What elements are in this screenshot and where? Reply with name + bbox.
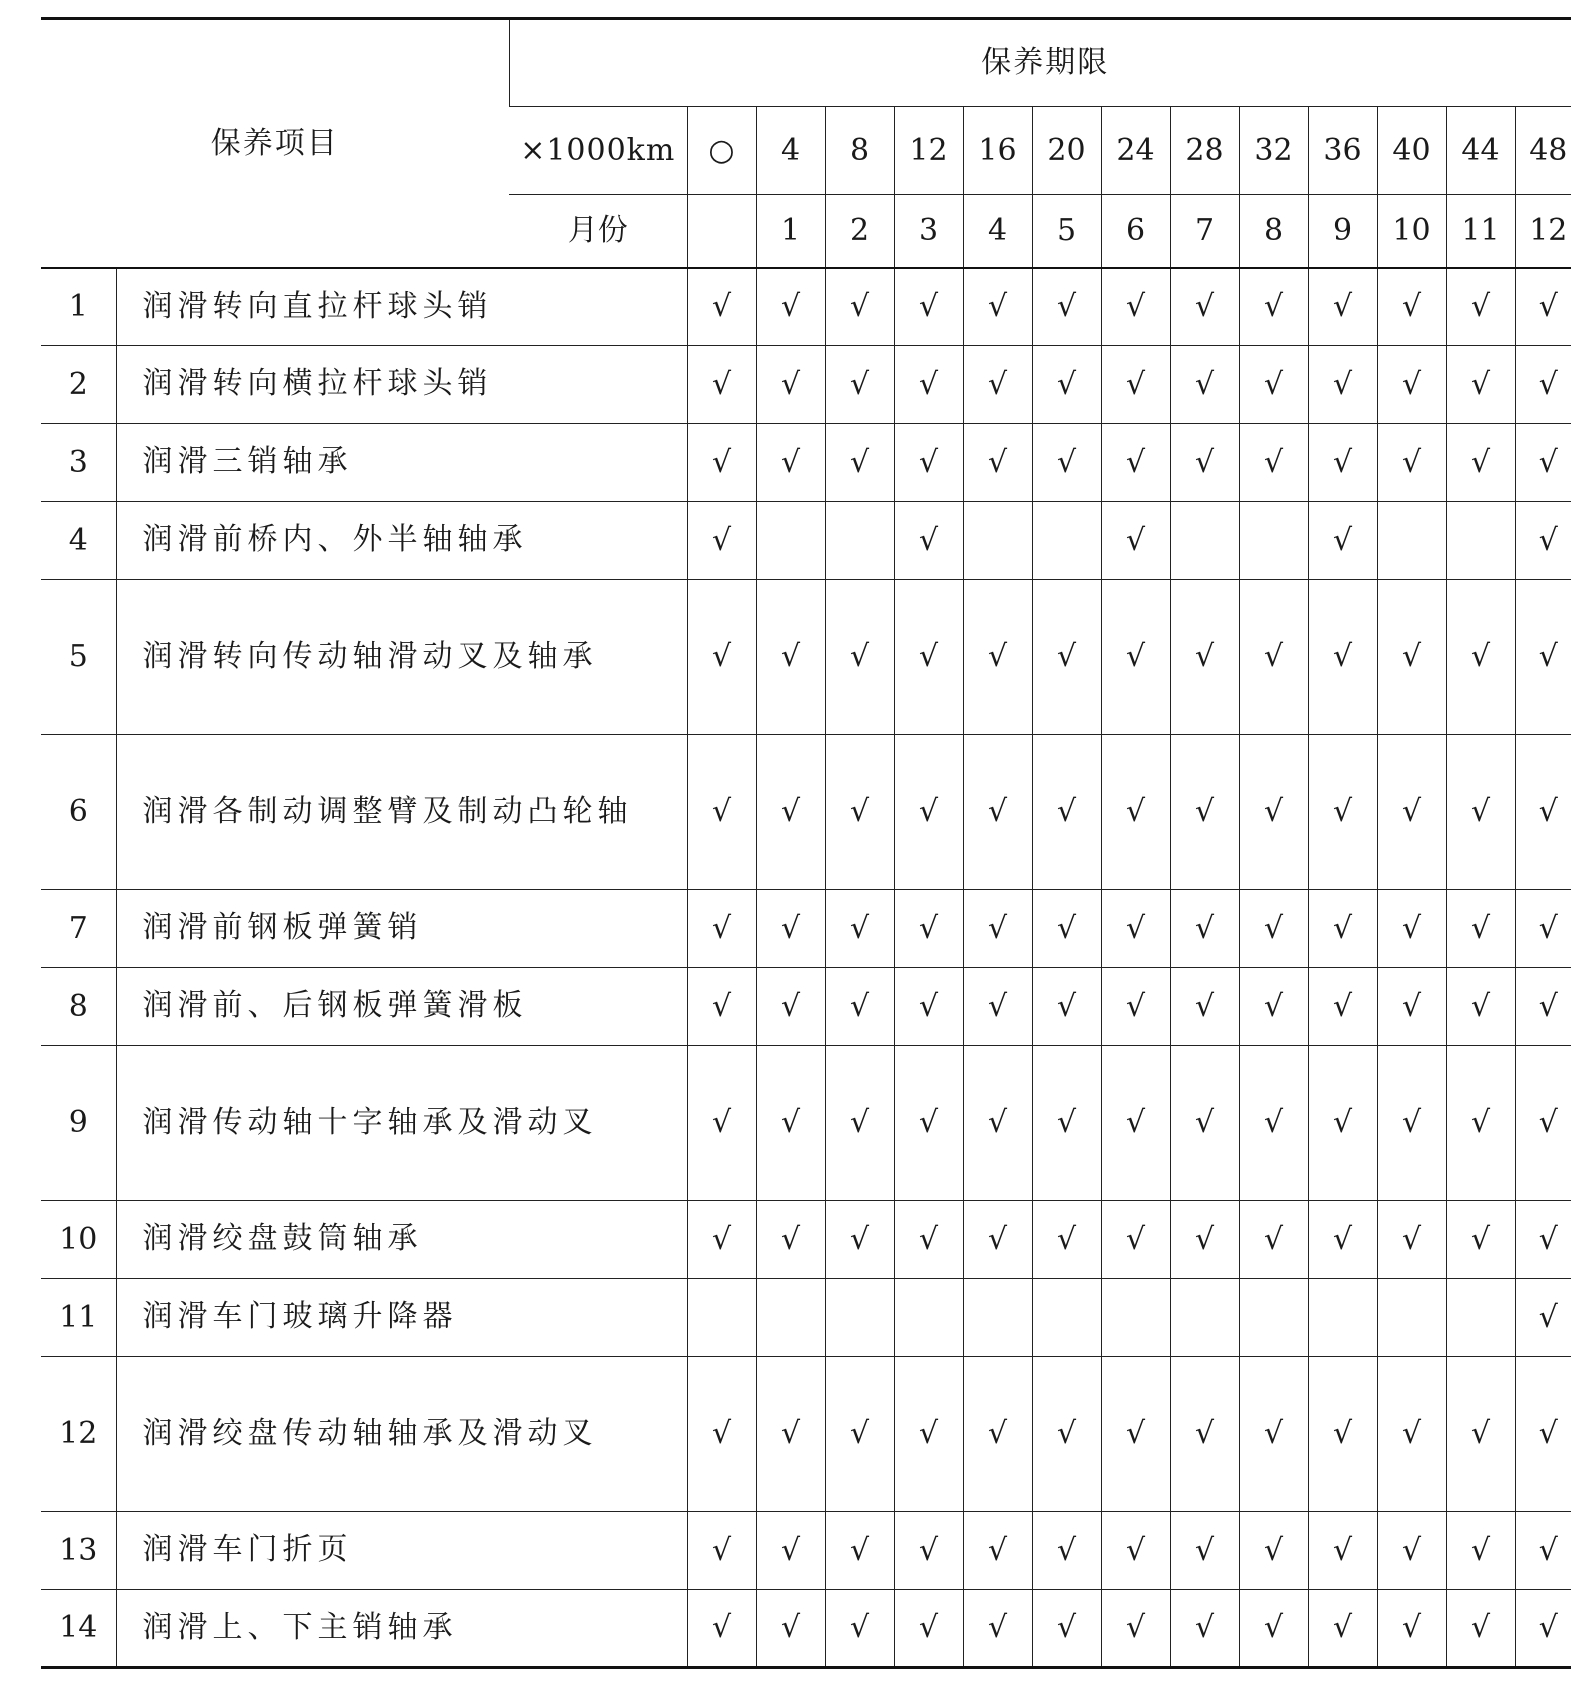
- check-mark: √: [1515, 580, 1571, 735]
- check-mark: √: [825, 890, 894, 968]
- check-mark: √: [894, 1512, 963, 1590]
- check-mark: √: [1377, 1512, 1446, 1590]
- check-mark: √: [1032, 1201, 1101, 1279]
- table-row: [41, 1357, 1571, 1512]
- table-row: [41, 424, 1571, 502]
- check-mark: √: [1515, 1357, 1571, 1512]
- month-value: [687, 195, 756, 268]
- check-mark: √: [1032, 1590, 1101, 1668]
- row-number: 11: [41, 1279, 116, 1357]
- check-mark: √: [1239, 424, 1308, 502]
- check-mark: √: [756, 1046, 825, 1201]
- check-mark: √: [1308, 1512, 1377, 1590]
- check-mark: √: [1308, 268, 1377, 346]
- check-mark: √: [756, 424, 825, 502]
- check-mark: √: [894, 1357, 963, 1512]
- maintenance-item: 润滑前钢板弹簧销: [116, 890, 687, 968]
- maintenance-item: 润滑上、下主销轴承: [116, 1590, 687, 1668]
- check-mark: √: [1446, 424, 1515, 502]
- row-number: 9: [41, 1046, 116, 1201]
- check-mark: √: [687, 424, 756, 502]
- check-mark: √: [1515, 968, 1571, 1046]
- check-mark: √: [963, 1046, 1032, 1201]
- check-mark: √: [1377, 968, 1446, 1046]
- check-mark: √: [1170, 1357, 1239, 1512]
- check-mark: √: [963, 424, 1032, 502]
- check-mark: √: [963, 346, 1032, 424]
- check-mark: √: [1515, 268, 1571, 346]
- check-mark: √: [1446, 1357, 1515, 1512]
- maintenance-item: 润滑前桥内、外半轴轴承: [116, 502, 687, 580]
- check-mark: √: [1032, 1512, 1101, 1590]
- maintenance-item: 润滑车门玻璃升降器: [116, 1279, 687, 1357]
- check-mark: √: [1101, 735, 1170, 890]
- check-mark: √: [1377, 1046, 1446, 1201]
- month-value: 7: [1170, 195, 1239, 268]
- check-mark: √: [1239, 968, 1308, 1046]
- check-mark: √: [1515, 1046, 1571, 1201]
- check-mark: √: [756, 968, 825, 1046]
- check-mark: √: [687, 502, 756, 580]
- table-row: [41, 968, 1571, 1046]
- table-row: [41, 890, 1571, 968]
- check-mark: [963, 502, 1032, 580]
- check-mark: [1377, 502, 1446, 580]
- row-number: 6: [41, 735, 116, 890]
- check-mark: √: [825, 735, 894, 890]
- check-mark: √: [1446, 968, 1515, 1046]
- check-mark: √: [894, 968, 963, 1046]
- table-row: [41, 580, 1571, 735]
- check-mark: √: [894, 424, 963, 502]
- check-mark: √: [756, 1590, 825, 1668]
- check-mark: √: [1032, 890, 1101, 968]
- check-mark: √: [1239, 346, 1308, 424]
- check-mark: √: [756, 1201, 825, 1279]
- check-mark: √: [1239, 580, 1308, 735]
- check-mark: √: [1308, 735, 1377, 890]
- check-mark: √: [825, 968, 894, 1046]
- row-number: 5: [41, 580, 116, 735]
- km-value: 28: [1170, 107, 1239, 195]
- check-mark: √: [687, 1512, 756, 1590]
- maintenance-item: 润滑转向横拉杆球头销: [116, 346, 687, 424]
- check-mark: √: [1308, 1590, 1377, 1668]
- check-mark: √: [1308, 968, 1377, 1046]
- row-number: 12: [41, 1357, 116, 1512]
- table-row: [41, 268, 1571, 346]
- check-mark: √: [687, 268, 756, 346]
- km-value: 20: [1032, 107, 1101, 195]
- table-row: [41, 1046, 1571, 1201]
- km-unit-label: ×1000km: [509, 107, 687, 195]
- check-mark: √: [825, 1046, 894, 1201]
- check-mark: √: [1170, 424, 1239, 502]
- maintenance-item: 润滑转向直拉杆球头销: [116, 268, 687, 346]
- month-value: 9: [1308, 195, 1377, 268]
- check-mark: √: [687, 1590, 756, 1668]
- check-mark: √: [1032, 1357, 1101, 1512]
- check-mark: √: [756, 268, 825, 346]
- month-value: 1: [756, 195, 825, 268]
- check-mark: √: [687, 580, 756, 735]
- check-mark: √: [1308, 346, 1377, 424]
- check-mark: √: [963, 1357, 1032, 1512]
- row-number: 7: [41, 890, 116, 968]
- check-mark: √: [687, 346, 756, 424]
- check-mark: √: [825, 1201, 894, 1279]
- check-mark: √: [894, 735, 963, 890]
- km-value: 24: [1101, 107, 1170, 195]
- check-mark: √: [1032, 424, 1101, 502]
- check-mark: [1170, 1279, 1239, 1357]
- check-mark: √: [963, 968, 1032, 1046]
- check-mark: √: [1239, 735, 1308, 890]
- check-mark: √: [1446, 346, 1515, 424]
- check-mark: √: [1101, 968, 1170, 1046]
- table-row: [41, 735, 1571, 890]
- table-row: [41, 502, 1571, 580]
- check-mark: [825, 502, 894, 580]
- check-mark: √: [825, 346, 894, 424]
- month-value: 8: [1239, 195, 1308, 268]
- km-value: 8: [825, 107, 894, 195]
- month-value: 4: [963, 195, 1032, 268]
- month-value: 6: [1101, 195, 1170, 268]
- check-mark: √: [1170, 580, 1239, 735]
- row-number: 14: [41, 1590, 116, 1668]
- row-number: 10: [41, 1201, 116, 1279]
- check-mark: [963, 1279, 1032, 1357]
- check-mark: √: [1515, 735, 1571, 890]
- check-mark: √: [1515, 890, 1571, 968]
- check-mark: √: [894, 1590, 963, 1668]
- check-mark: √: [1170, 890, 1239, 968]
- row-number: 2: [41, 346, 116, 424]
- check-mark: √: [1377, 268, 1446, 346]
- check-mark: [1377, 1279, 1446, 1357]
- month-value: 11: [1446, 195, 1515, 268]
- check-mark: √: [1239, 268, 1308, 346]
- km-value: 12: [894, 107, 963, 195]
- check-mark: √: [1377, 735, 1446, 890]
- check-mark: √: [1515, 502, 1571, 580]
- check-mark: √: [1170, 346, 1239, 424]
- check-mark: √: [1032, 346, 1101, 424]
- check-mark: √: [1446, 1201, 1515, 1279]
- check-mark: √: [1170, 735, 1239, 890]
- check-mark: √: [963, 268, 1032, 346]
- month-label: 月份: [509, 195, 687, 268]
- check-mark: √: [756, 890, 825, 968]
- check-mark: √: [894, 346, 963, 424]
- check-mark: [1446, 1279, 1515, 1357]
- check-mark: √: [1239, 1201, 1308, 1279]
- check-mark: √: [1308, 890, 1377, 968]
- check-mark: √: [1446, 890, 1515, 968]
- maintenance-item: 润滑各制动调整臂及制动凸轮轴: [116, 735, 687, 890]
- check-mark: √: [1170, 1590, 1239, 1668]
- check-mark: √: [687, 1201, 756, 1279]
- month-value: 5: [1032, 195, 1101, 268]
- check-mark: √: [1377, 890, 1446, 968]
- check-mark: √: [963, 1590, 1032, 1668]
- check-mark: √: [756, 735, 825, 890]
- check-mark: √: [687, 1357, 756, 1512]
- check-mark: √: [687, 890, 756, 968]
- km-value: 44: [1446, 107, 1515, 195]
- check-mark: √: [1032, 968, 1101, 1046]
- check-mark: √: [1101, 580, 1170, 735]
- check-mark: √: [756, 346, 825, 424]
- check-mark: √: [1101, 1046, 1170, 1201]
- check-mark: √: [825, 424, 894, 502]
- check-mark: [756, 1279, 825, 1357]
- check-mark: √: [1239, 1512, 1308, 1590]
- check-mark: √: [1170, 268, 1239, 346]
- check-mark: √: [1170, 968, 1239, 1046]
- check-mark: √: [1032, 268, 1101, 346]
- km-value: 4: [756, 107, 825, 195]
- km-value: ○: [687, 107, 756, 195]
- check-mark: √: [1308, 580, 1377, 735]
- check-mark: √: [1377, 580, 1446, 735]
- km-value: 16: [963, 107, 1032, 195]
- table-row: [41, 1201, 1571, 1279]
- check-mark: √: [894, 1046, 963, 1201]
- km-value: 40: [1377, 107, 1446, 195]
- check-mark: [1446, 502, 1515, 580]
- check-mark: [1239, 502, 1308, 580]
- km-value: 36: [1308, 107, 1377, 195]
- check-mark: √: [1239, 1590, 1308, 1668]
- check-mark: [1101, 1279, 1170, 1357]
- table-row: [41, 1512, 1571, 1590]
- check-mark: √: [963, 1512, 1032, 1590]
- maintenance-item: 润滑传动轴十字轴承及滑动叉: [116, 1046, 687, 1201]
- row-number: 4: [41, 502, 116, 580]
- check-mark: √: [1308, 424, 1377, 502]
- maintenance-schedule-table: [41, 17, 1571, 1669]
- header-row-period: [41, 19, 1571, 107]
- check-mark: √: [687, 735, 756, 890]
- check-mark: √: [1446, 1512, 1515, 1590]
- check-mark: √: [894, 268, 963, 346]
- check-mark: [1239, 1279, 1308, 1357]
- check-mark: √: [687, 1046, 756, 1201]
- check-mark: √: [1101, 346, 1170, 424]
- check-mark: √: [756, 1357, 825, 1512]
- check-mark: √: [1377, 424, 1446, 502]
- check-mark: √: [1170, 1512, 1239, 1590]
- check-mark: √: [825, 1590, 894, 1668]
- maintenance-item: 润滑车门折页: [116, 1512, 687, 1590]
- check-mark: √: [1446, 735, 1515, 890]
- table-row: [41, 1590, 1571, 1668]
- check-mark: √: [1101, 1201, 1170, 1279]
- check-mark: [1032, 1279, 1101, 1357]
- check-mark: √: [1515, 346, 1571, 424]
- check-mark: √: [1377, 1590, 1446, 1668]
- check-mark: √: [756, 1512, 825, 1590]
- check-mark: √: [1032, 580, 1101, 735]
- check-mark: √: [963, 890, 1032, 968]
- month-value: 10: [1377, 195, 1446, 268]
- month-value: 12: [1515, 195, 1571, 268]
- maintenance-item: 润滑转向传动轴滑动叉及轴承: [116, 580, 687, 735]
- check-mark: √: [825, 1357, 894, 1512]
- check-mark: [1032, 502, 1101, 580]
- check-mark: √: [1101, 1590, 1170, 1668]
- check-mark: √: [825, 268, 894, 346]
- check-mark: √: [825, 580, 894, 735]
- check-mark: √: [1239, 1046, 1308, 1201]
- check-mark: √: [1032, 1046, 1101, 1201]
- check-mark: √: [963, 1201, 1032, 1279]
- check-mark: √: [1170, 1046, 1239, 1201]
- check-mark: [756, 502, 825, 580]
- row-number: 8: [41, 968, 116, 1046]
- check-mark: [894, 1279, 963, 1357]
- month-value: 3: [894, 195, 963, 268]
- check-mark: √: [894, 1201, 963, 1279]
- check-mark: [1170, 502, 1239, 580]
- check-mark: √: [1515, 1279, 1571, 1357]
- check-mark: √: [687, 968, 756, 1046]
- check-mark: √: [963, 580, 1032, 735]
- check-mark: √: [894, 502, 963, 580]
- check-mark: √: [1308, 502, 1377, 580]
- check-mark: √: [1101, 1357, 1170, 1512]
- km-value: 32: [1239, 107, 1308, 195]
- check-mark: √: [756, 580, 825, 735]
- km-value: 48: [1515, 107, 1571, 195]
- check-mark: [687, 1279, 756, 1357]
- check-mark: √: [1515, 1590, 1571, 1668]
- check-mark: √: [1446, 580, 1515, 735]
- row-number: 13: [41, 1512, 116, 1590]
- check-mark: √: [894, 890, 963, 968]
- row-number: 3: [41, 424, 116, 502]
- check-mark: √: [1446, 268, 1515, 346]
- check-mark: √: [825, 1512, 894, 1590]
- check-mark: √: [1101, 268, 1170, 346]
- check-mark: √: [1377, 1201, 1446, 1279]
- check-mark: √: [963, 735, 1032, 890]
- header-period-title: 保养期限: [509, 19, 1571, 107]
- check-mark: √: [1308, 1357, 1377, 1512]
- check-mark: √: [1101, 890, 1170, 968]
- check-mark: √: [1515, 1512, 1571, 1590]
- check-mark: √: [1239, 890, 1308, 968]
- check-mark: √: [1032, 735, 1101, 890]
- maintenance-item: 润滑三销轴承: [116, 424, 687, 502]
- maintenance-item: 润滑绞盘鼓筒轴承: [116, 1201, 687, 1279]
- maintenance-item: 润滑绞盘传动轴轴承及滑动叉: [116, 1357, 687, 1512]
- check-mark: √: [1308, 1201, 1377, 1279]
- check-mark: √: [1515, 424, 1571, 502]
- check-mark: √: [1101, 502, 1170, 580]
- check-mark: [1308, 1279, 1377, 1357]
- check-mark: √: [1308, 1046, 1377, 1201]
- table-row: [41, 346, 1571, 424]
- check-mark: √: [1515, 1201, 1571, 1279]
- table-row: [41, 1279, 1571, 1357]
- check-mark: √: [1239, 1357, 1308, 1512]
- month-value: 2: [825, 195, 894, 268]
- row-number: 1: [41, 268, 116, 346]
- check-mark: √: [1446, 1590, 1515, 1668]
- check-mark: [825, 1279, 894, 1357]
- check-mark: √: [1101, 1512, 1170, 1590]
- check-mark: √: [1377, 346, 1446, 424]
- check-mark: √: [1446, 1046, 1515, 1201]
- check-mark: √: [1101, 424, 1170, 502]
- check-mark: √: [894, 580, 963, 735]
- maintenance-item: 润滑前、后钢板弹簧滑板: [116, 968, 687, 1046]
- check-mark: √: [1377, 1357, 1446, 1512]
- check-mark: √: [1170, 1201, 1239, 1279]
- header-item-title: 保养项目: [41, 19, 509, 268]
